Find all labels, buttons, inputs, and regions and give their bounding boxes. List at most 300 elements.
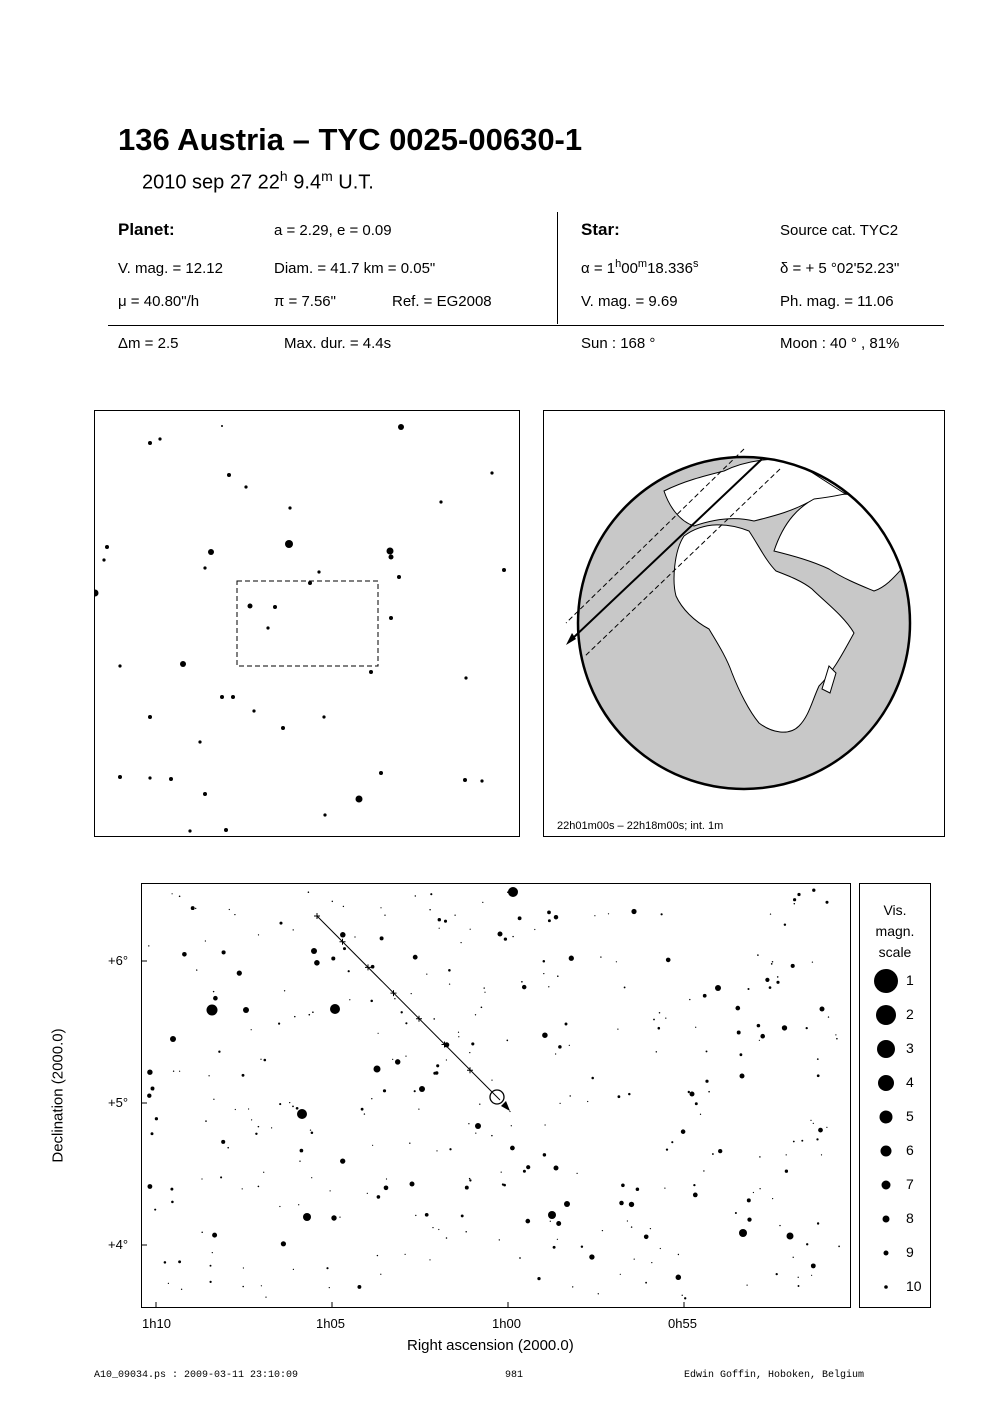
- scale-title-line: scale: [878, 944, 912, 960]
- star: [411, 993, 412, 994]
- star: [569, 956, 574, 961]
- star: [222, 950, 226, 954]
- star: [449, 1148, 451, 1150]
- star: [735, 1006, 740, 1011]
- star: [154, 1209, 156, 1211]
- star: [693, 1184, 695, 1186]
- star: [448, 969, 451, 972]
- star: [475, 1133, 476, 1134]
- star: [330, 1190, 331, 1191]
- star: [370, 1000, 373, 1003]
- page-title: 136 Austria – TYC 0025-00630-1: [118, 122, 583, 157]
- star: [523, 1170, 526, 1173]
- star: [587, 1101, 588, 1102]
- scale-mag-label: 2: [906, 1006, 914, 1022]
- star: [293, 929, 294, 930]
- star: [629, 1202, 634, 1207]
- star: [195, 908, 196, 909]
- star: [372, 1145, 373, 1146]
- star: [386, 1178, 387, 1179]
- star: [118, 664, 121, 667]
- star: [164, 1261, 167, 1264]
- star: [676, 1275, 682, 1281]
- star: [244, 485, 247, 488]
- star: [695, 1102, 698, 1105]
- scale-dot: [883, 1216, 890, 1223]
- star: [317, 570, 320, 573]
- ra-tick-label: 1h05: [316, 1316, 345, 1331]
- star: [438, 1229, 439, 1230]
- star: [576, 1173, 577, 1174]
- star: [205, 940, 206, 941]
- star: [664, 1188, 665, 1189]
- star: [369, 670, 373, 674]
- star: [297, 1109, 307, 1119]
- star: [237, 970, 242, 975]
- star: [608, 913, 609, 914]
- star: [817, 1058, 819, 1060]
- star: [666, 1148, 668, 1150]
- star: [371, 1098, 372, 1099]
- star: [229, 909, 230, 910]
- star: [491, 1080, 492, 1081]
- star: [356, 796, 363, 803]
- star: [499, 1239, 500, 1240]
- star: [380, 1274, 381, 1275]
- star: [636, 1188, 640, 1192]
- star: [659, 1012, 661, 1014]
- star: [794, 903, 795, 904]
- star: [207, 1005, 218, 1016]
- star: [311, 1131, 314, 1134]
- star: [801, 1140, 803, 1142]
- star: [543, 960, 546, 963]
- star: [405, 1022, 407, 1024]
- star: [793, 1257, 794, 1258]
- star: [395, 1059, 400, 1064]
- star: [148, 441, 152, 445]
- star: [818, 1128, 823, 1133]
- star: [806, 1027, 808, 1029]
- star: [651, 1262, 652, 1263]
- star: [212, 1252, 213, 1253]
- star: [688, 1091, 690, 1093]
- star: [221, 1140, 225, 1144]
- star: [519, 1257, 521, 1259]
- star: [557, 1239, 558, 1240]
- star: [735, 1212, 737, 1214]
- minute-unit: m: [321, 168, 333, 184]
- star: [220, 695, 224, 699]
- star: [181, 1289, 182, 1290]
- star: [490, 471, 493, 474]
- star: [554, 915, 558, 919]
- star: [148, 776, 151, 779]
- star-source: Source cat. TYC2: [780, 222, 899, 239]
- star: [151, 1132, 154, 1135]
- star: [502, 568, 506, 572]
- scale-dot: [882, 1181, 891, 1190]
- star: [616, 961, 617, 962]
- star: [548, 986, 549, 987]
- ra-tick-label: 1h00: [492, 1316, 521, 1331]
- star: [243, 1267, 244, 1268]
- star: [806, 1243, 808, 1245]
- star: [543, 1153, 546, 1156]
- star: [703, 1170, 704, 1171]
- star: [191, 906, 195, 910]
- star-dec: δ = + 5 °02'52.23": [780, 260, 900, 277]
- star: [273, 605, 277, 609]
- ra-tick-label: 1h10: [142, 1316, 171, 1331]
- star: [405, 1254, 406, 1255]
- star: [279, 1206, 280, 1207]
- star: [825, 901, 828, 904]
- star: [314, 960, 320, 966]
- star: [158, 437, 161, 440]
- star: [231, 695, 235, 699]
- star-ra: [581, 258, 698, 277]
- star: [791, 964, 795, 968]
- scale-dot: [874, 969, 898, 993]
- star: [279, 1103, 281, 1105]
- planet-label: Planet:: [118, 220, 175, 239]
- star: [491, 1135, 493, 1137]
- star: [621, 1184, 625, 1188]
- star: [508, 887, 518, 897]
- ut-label: U.T.: [332, 171, 374, 194]
- star: [308, 1014, 310, 1016]
- moon-info: Moon : 40 ° , 81%: [780, 335, 900, 352]
- star: [816, 1138, 818, 1140]
- star: [548, 1211, 556, 1219]
- star: [173, 1071, 174, 1072]
- star: [469, 1179, 471, 1181]
- star: [374, 1066, 381, 1073]
- star: [436, 1064, 439, 1067]
- star: [817, 1074, 820, 1077]
- star: [322, 715, 325, 718]
- star: [525, 1219, 530, 1224]
- star: [102, 558, 105, 561]
- star: [548, 919, 551, 922]
- star: [398, 424, 404, 430]
- finder-chart: [141, 883, 851, 1308]
- star: [343, 947, 346, 950]
- star: [482, 902, 483, 903]
- star: [631, 909, 636, 914]
- star: [772, 961, 774, 963]
- star: [292, 1106, 294, 1108]
- star: [793, 1141, 795, 1143]
- star: [507, 891, 509, 893]
- star: [757, 1024, 761, 1028]
- star: [308, 581, 312, 585]
- star: [757, 954, 759, 956]
- star: [771, 963, 773, 965]
- ra-sec: 18.336: [647, 260, 693, 277]
- star: [708, 1091, 710, 1093]
- star: [484, 992, 485, 993]
- star: [558, 1045, 562, 1049]
- star: [747, 1198, 751, 1202]
- delta-mag: Δm = 2.5: [118, 335, 179, 352]
- scale-dot: [877, 1040, 895, 1058]
- star: [785, 1170, 788, 1173]
- star: [429, 909, 430, 910]
- star: [753, 1192, 754, 1193]
- star: [645, 1282, 647, 1284]
- star: [471, 1042, 474, 1045]
- scale-dots: [860, 884, 932, 1309]
- star: [438, 918, 441, 921]
- date-text: 2010 sep 27 22: [142, 171, 280, 194]
- star: [326, 1267, 328, 1269]
- star: [426, 974, 427, 975]
- x-axis-label: Right ascension (2000.0): [407, 1337, 574, 1354]
- star: [413, 955, 418, 960]
- scale-title-line: magn.: [875, 923, 915, 939]
- star: [463, 778, 467, 782]
- star: [543, 973, 544, 974]
- star: [820, 1007, 825, 1012]
- scale-mag-label: 4: [906, 1074, 914, 1090]
- star: [512, 936, 513, 937]
- star: [361, 1108, 364, 1111]
- star: [553, 1246, 556, 1249]
- star: [557, 975, 559, 977]
- star: [258, 1126, 260, 1128]
- magnitude-scale: [859, 883, 931, 1308]
- star: [556, 1221, 561, 1226]
- star: [521, 981, 523, 983]
- star: [700, 1114, 701, 1115]
- star: [776, 981, 779, 984]
- star: [213, 1099, 214, 1100]
- finder-stars: [142, 884, 851, 1308]
- star: [289, 1102, 290, 1103]
- table-rule: [108, 325, 944, 326]
- star: [296, 1107, 299, 1110]
- star: [281, 726, 285, 730]
- star: [600, 956, 601, 957]
- star: [205, 1120, 207, 1122]
- star: [242, 1286, 244, 1288]
- wide-field-chart: [94, 410, 520, 837]
- star: [118, 775, 122, 779]
- star: [389, 616, 393, 620]
- star-phmag: Ph. mag. = 11.06: [780, 293, 894, 310]
- star: [224, 828, 228, 832]
- star: [155, 1117, 158, 1120]
- star: [299, 1161, 300, 1162]
- star: [712, 1153, 714, 1155]
- star: [475, 1123, 481, 1129]
- star: [429, 1259, 430, 1260]
- star: [817, 1222, 819, 1224]
- star: [288, 506, 291, 509]
- star: [797, 893, 800, 896]
- star: [666, 958, 671, 963]
- star: [759, 1188, 760, 1189]
- star: [415, 895, 416, 896]
- star: [784, 923, 786, 925]
- star: [258, 1186, 260, 1188]
- star: [168, 1283, 169, 1284]
- star: [836, 1038, 838, 1040]
- star: [737, 1031, 741, 1035]
- star: [397, 575, 401, 579]
- star: [213, 996, 218, 1001]
- star: [178, 1260, 181, 1263]
- star: [644, 1234, 649, 1239]
- star: [221, 425, 223, 427]
- star: [821, 1154, 822, 1155]
- star: [658, 1027, 661, 1030]
- star: [377, 1255, 378, 1256]
- star: [454, 915, 455, 916]
- star: [220, 1176, 222, 1178]
- star: [631, 1226, 632, 1227]
- star: [170, 1188, 173, 1191]
- star: [172, 893, 173, 894]
- star: [271, 1127, 272, 1128]
- star: [339, 1217, 340, 1218]
- star: [248, 604, 253, 609]
- ra-min: 00: [621, 260, 638, 277]
- star: [828, 1016, 829, 1017]
- star: [383, 1089, 386, 1092]
- star: [782, 1025, 787, 1030]
- asteroid-track: [317, 916, 500, 1100]
- star: [410, 1182, 415, 1187]
- star: [475, 1014, 476, 1015]
- star: [235, 1109, 236, 1110]
- star: [537, 1277, 540, 1280]
- star: [469, 1178, 470, 1179]
- star: [760, 1034, 765, 1039]
- star: [555, 1053, 556, 1054]
- star: [772, 1198, 773, 1199]
- star: [281, 1241, 286, 1246]
- star: [660, 1248, 661, 1249]
- scale-mag-label: 9: [906, 1244, 914, 1260]
- star: [559, 1103, 560, 1104]
- star: [547, 911, 551, 915]
- star: [787, 1233, 794, 1240]
- star: [779, 1225, 780, 1226]
- star: [251, 1029, 252, 1030]
- star: [357, 1285, 361, 1289]
- star: [706, 1050, 708, 1052]
- star: [656, 1051, 657, 1052]
- star: [330, 1004, 340, 1014]
- star: [665, 1017, 666, 1018]
- star: [591, 1077, 594, 1080]
- star: [171, 1201, 174, 1204]
- scale-dot: [878, 1075, 894, 1091]
- star-label: Star:: [581, 220, 620, 239]
- max-duration: Max. dur. = 4.4s: [284, 335, 392, 352]
- star: [690, 1092, 695, 1097]
- star: [470, 929, 471, 930]
- star: [419, 1086, 425, 1092]
- star: [777, 976, 779, 978]
- star: [379, 771, 383, 775]
- star: [661, 913, 663, 915]
- star: [594, 915, 595, 916]
- star: [550, 1221, 551, 1222]
- star: [310, 1129, 311, 1130]
- scale-mag-label: 8: [906, 1210, 914, 1226]
- star: [263, 1172, 264, 1173]
- star: [439, 928, 440, 929]
- star: [401, 1011, 403, 1013]
- star: [94, 590, 99, 597]
- star: [469, 1052, 470, 1053]
- scale-title-line: Vis.: [883, 902, 907, 918]
- star: [180, 661, 186, 667]
- star: [329, 1287, 330, 1288]
- star: [446, 1059, 447, 1060]
- planet-motion: μ = 40.80"/h: [118, 293, 200, 310]
- star: [208, 1075, 209, 1076]
- star: [371, 965, 375, 969]
- star: [479, 1104, 480, 1105]
- star: [308, 891, 310, 893]
- star: [303, 1213, 311, 1221]
- star: [430, 893, 432, 895]
- star: [414, 1090, 416, 1092]
- star: [510, 1146, 515, 1151]
- star: [260, 1059, 261, 1060]
- star: [544, 1124, 545, 1125]
- star-vmag: V. mag. = 9.69: [581, 293, 678, 310]
- star: [212, 1233, 217, 1238]
- star: [759, 1040, 760, 1041]
- star: [746, 1284, 747, 1285]
- star: [740, 1074, 745, 1079]
- earth-globe: [544, 411, 945, 837]
- star: [468, 1123, 469, 1124]
- star: [581, 1245, 583, 1247]
- star: [564, 1201, 570, 1207]
- star: [343, 906, 344, 907]
- star: [266, 626, 269, 629]
- star: [213, 991, 214, 992]
- star: [264, 1059, 267, 1062]
- star: [409, 1142, 410, 1143]
- footer-author: Edwin Goffin, Hoboken, Belgium: [684, 1370, 865, 1381]
- star: [483, 987, 484, 988]
- minute-value: 9.4: [287, 171, 322, 194]
- star: [261, 1285, 262, 1286]
- star: [311, 948, 317, 954]
- star: [203, 792, 207, 796]
- planet-reference: Ref. = EG2008: [392, 293, 492, 310]
- star: [203, 566, 206, 569]
- star: [294, 1016, 296, 1018]
- star: [705, 1080, 708, 1083]
- star: [811, 1275, 812, 1276]
- star: [461, 1214, 464, 1217]
- star: [311, 1177, 312, 1178]
- star: [650, 1228, 651, 1229]
- star: [619, 1201, 624, 1206]
- hour-unit: h: [279, 168, 288, 184]
- y-axis-label: Declination (2000.0): [49, 1028, 67, 1163]
- star: [170, 1036, 176, 1042]
